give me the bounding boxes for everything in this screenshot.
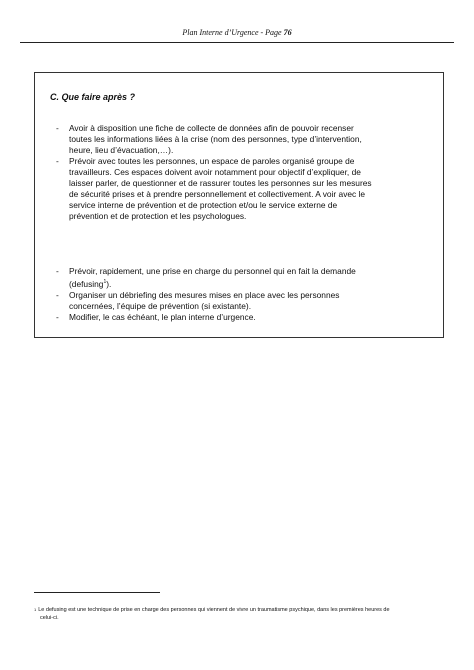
- list-item: [56, 156, 426, 222]
- header-title: Plan Interne d’Urgence - Page: [182, 28, 282, 37]
- list-dash: -: [56, 289, 59, 300]
- list-dash: -: [56, 123, 59, 133]
- list-item-line: service interne de prévention et de protection et/ou le service externe de: [69, 200, 338, 210]
- page-number: 76: [283, 28, 292, 37]
- list-dash: -: [56, 266, 59, 276]
- list-item: [56, 123, 426, 156]
- list-item-line: (defusing: [69, 278, 104, 289]
- footnote-divider: [34, 592, 160, 593]
- list-item-line: travailleurs. Ces espaces doivent avoir notamment pour objectif d’expliquer, de: [69, 167, 361, 177]
- action-list-first: [56, 123, 426, 222]
- list-item-line: de sécurité prises et à prendre personnellement et collectivement. A voir avec le: [69, 189, 366, 199]
- footnote: [34, 606, 450, 622]
- list-item-line: prévention et de protection et les psychologues.: [69, 211, 247, 221]
- header-divider: [20, 42, 454, 43]
- list-item: [56, 290, 426, 312]
- footnote-text: Le defusing est une technique de prise en charge des personnes qui viennent de vivre un traumatisme psychique, dans les premières heures de: [38, 607, 390, 613]
- section-title: C. Que faire après ?: [50, 92, 136, 102]
- list-item-line: toutes les informations liées à la crise (nom des personnes, type d’intervention,: [69, 134, 362, 144]
- list-item-line: Avoir à disposition une fiche de collecte de données afin de pouvoir recenser: [69, 123, 354, 133]
- list-item: [56, 266, 426, 290]
- action-list-second: [56, 266, 426, 323]
- list-item: [56, 312, 426, 323]
- footnote-reference[interactable]: 1: [103, 279, 107, 285]
- list-item-line: Prévoir avec toutes les personnes, un espace de paroles organisé groupe de: [69, 156, 355, 166]
- list-item-line: concernées, l’équipe de prévention (si existante).: [69, 300, 252, 311]
- list-item-line: Modifier, le cas échéant, le plan interne d’urgence.: [69, 311, 256, 322]
- list-item-line: laisser parler, de questionner et de rassurer toutes les personnes sur les mesures: [69, 178, 372, 188]
- footnote-marker: 1: [34, 607, 37, 612]
- list-dash: -: [56, 156, 59, 166]
- footnote-text-continued: celui-ci.: [40, 615, 59, 621]
- list-dash: -: [56, 311, 59, 322]
- list-item-line: Prévoir, rapidement, une prise en charge du personnel qui en fait la demande: [69, 266, 356, 276]
- list-item-line: heure, lieu d’évacuation,…).: [69, 145, 174, 155]
- page-header: [0, 28, 474, 37]
- list-item-line-end: ).: [106, 278, 112, 289]
- list-item-line: Organiser un débriefing des mesures mises en place avec les personnes: [69, 289, 340, 300]
